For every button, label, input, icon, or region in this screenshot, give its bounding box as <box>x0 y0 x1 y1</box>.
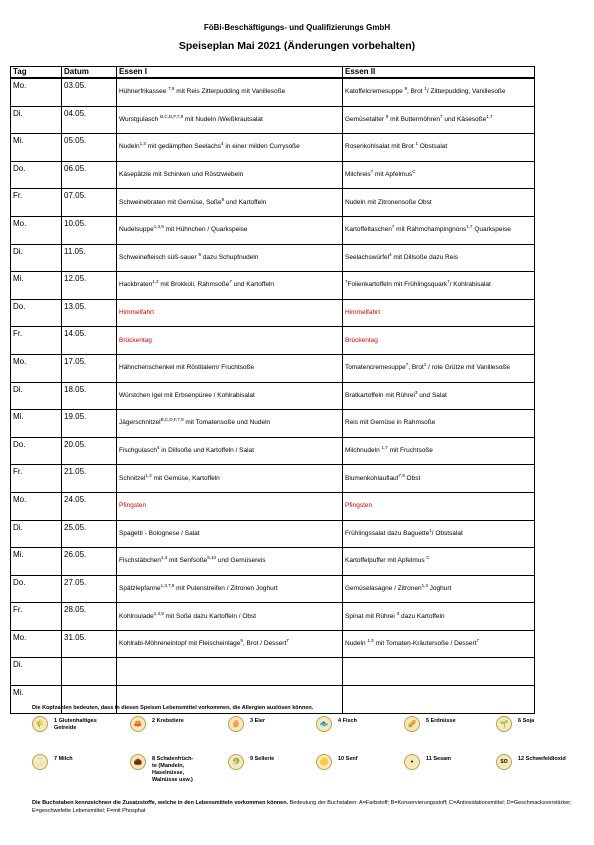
header-day: Tag <box>11 67 62 79</box>
day-cell: Di. <box>11 244 62 272</box>
allergen-item <box>228 716 265 732</box>
menu-1-cell <box>117 658 343 686</box>
date-cell: 31.05. <box>62 630 117 658</box>
allergen-label: 7 Milch <box>54 756 73 762</box>
day-cell: Di. <box>11 382 62 410</box>
date-cell: 17.05. <box>62 354 117 382</box>
table-row <box>11 575 535 603</box>
date-cell: 20.05. <box>62 437 117 465</box>
wheat-icon: 🌾 <box>32 716 48 732</box>
menu-2-cell: Nudeln $^{1,3}$ mit Tomaten-Kräutersoße / Dessert$^7$ <box>343 630 535 658</box>
menu-1-cell: Käsepätzle mit Schinken und Röstzwiebeln <box>117 161 343 189</box>
day-cell: Mi. <box>11 272 62 300</box>
day-cell: Mi. <box>11 686 62 714</box>
allergen-label: 5 Erdnüsse <box>426 718 456 724</box>
date-cell: 14.05. <box>62 327 117 355</box>
menu-1-cell: Spagetti - Bolognese / Salat <box>117 520 343 548</box>
table-row <box>11 354 535 382</box>
allergen-label: 8 Schalenfrüch- te (Mandeln, Haselnüsse, Walnüsse usw.) <box>152 756 194 784</box>
table-row <box>11 548 535 576</box>
menu-2-cell: Spinat mit Rührei $^3$ dazu Kartoffeln <box>343 603 535 631</box>
additives-footnote-bold: Die Buchstaben kennzeichnen die Zusatzstoffe, welche in den Lebensmitteln vorkommen können. <box>32 800 289 806</box>
menu-2-cell: Gemüsetalter $^9$ mit Buttermöhren$^7$ und Käsesoße$^{1,7}$ <box>343 106 535 134</box>
day-cell: Do. <box>11 437 62 465</box>
crab-icon: 🦀 <box>130 716 146 732</box>
menu-1-cell: Nudeln$^{1,3}$ mit gedämpften Seelachs$^4$ in einer milden Currysoße <box>117 134 343 162</box>
milk-icon: 🥛 <box>32 754 48 770</box>
table-row <box>11 78 535 106</box>
menu-2-cell: Himmelfahrt <box>343 299 535 327</box>
day-cell: Mo. <box>11 216 62 244</box>
menu-1-cell: Wurstgulasch $^{B,C,D,F,7,9}$ mit Nudeln /Weißkrautsalat <box>117 106 343 134</box>
menu-2-cell: Kartoffeltaschen$^7$ mit Rahmchampingnons$^{1,7}$ Quarkspeise <box>343 216 535 244</box>
additives-footnote <box>32 800 572 815</box>
table-row <box>11 244 535 272</box>
day-cell: Di. <box>11 520 62 548</box>
allergen-label: 4 Fisch <box>338 718 357 724</box>
date-cell: 03.05. <box>62 78 117 106</box>
menu-2-cell: $^7$Folienkartoffeln mit Frühlingsquark$^7$/ Kohlrabisalat <box>343 272 535 300</box>
table-row <box>11 327 535 355</box>
allergen-label: 2 Krebstiere <box>152 718 184 724</box>
menu-body <box>11 78 535 713</box>
table-row <box>11 216 535 244</box>
menu-1-cell: Hackbraten$^{1,3}$ mit Brokkoli, Rahmsoße$^7$ und Kartoffeln <box>117 272 343 300</box>
allergen-intro: Die Kopfzahlen bedeuten, dass in diesen Speisen Lebensmittel vorkommen, die Allergien auslösen können. <box>32 705 314 711</box>
table-row <box>11 134 535 162</box>
allergen-item <box>32 754 73 770</box>
menu-1-cell: Würstchen Igel mit Erbsenpüree / Kohlrabisalat <box>117 382 343 410</box>
allergen-item <box>496 716 534 732</box>
day-cell: Mo. <box>11 630 62 658</box>
table-row <box>11 161 535 189</box>
additives-footnote-text: Bedeutung der Buchstaben: A=Farbstoff; B=Konservierungsstoff; C=Antioxidationsmittel; D=Geschmacksverstärker; E=geschwefelte Lebensmittel; F=mit Phosphat <box>32 800 572 814</box>
company-name: FöBi-Beschäftigungs- und Qualifizierungs GmbH <box>203 23 391 32</box>
day-cell: Mi. <box>11 134 62 162</box>
allergen-label: 10 Senf <box>338 756 358 762</box>
menu-2-cell: Seelachswürfel$^4$ mit Dillsoße dazu Reis <box>343 244 535 272</box>
allergen-label: 12 Schwefeldioxid <box>518 756 566 762</box>
sesame-icon: • <box>404 754 420 770</box>
menu-1-cell: Fischstäbchen$^{1,4}$ mit Senfsoße$^{9,10}$ und Gemüsereis <box>117 548 343 576</box>
menu-1-cell: Kohlrabi-Möhreneintopf mit Fleischeinlage$^9$, Brot / Dessert$^7$ <box>117 630 343 658</box>
menu-2-cell: Rosenkohlsalat mit Brot $^1$ Obstsalat <box>343 134 535 162</box>
day-cell: Fr. <box>11 465 62 493</box>
table-row <box>11 382 535 410</box>
egg-icon: 🥚 <box>228 716 244 732</box>
allergen-item <box>404 716 456 732</box>
date-cell: 21.05. <box>62 465 117 493</box>
day-cell: Do. <box>11 161 62 189</box>
day-cell: Mo. <box>11 78 62 106</box>
table-row <box>11 189 535 217</box>
menu-1-cell: Schweinebraten mit Gemüse, Soße$^9$ und Kartoffeln <box>117 189 343 217</box>
allergen-label: 11 Sesam <box>426 756 452 762</box>
menu-2-cell: Frühlingssalat dazu Baguette$^1$/ Obstsalat <box>343 520 535 548</box>
day-cell: Di. <box>11 658 62 686</box>
date-cell: 11.05. <box>62 244 117 272</box>
day-cell: Do. <box>11 299 62 327</box>
day-cell: Do. <box>11 575 62 603</box>
menu-2-cell: Pfingsten <box>343 492 535 520</box>
menu-1-cell: Hühnerfrikassee $^{7,9}$ mit Reis Zitterpudding mit Vanillesoße <box>117 78 343 106</box>
day-cell: Mi. <box>11 548 62 576</box>
menu-1-cell: Schnitzel$^{1,3}$ mit Gemüse, Kartoffeln <box>117 465 343 493</box>
day-cell: Mo. <box>11 492 62 520</box>
date-cell: 07.05. <box>62 189 117 217</box>
date-cell: 13.05. <box>62 299 117 327</box>
table-row <box>11 410 535 438</box>
menu-1-cell: Schweinefleisch süß-sauer $^9$ dazu Schupfnudeln <box>117 244 343 272</box>
table-row <box>11 437 535 465</box>
menu-2-cell: Blumenkohlauflauf$^{7,9}$ Obst <box>343 465 535 493</box>
menu-1-cell: Nudelsuppe$^{1,3,9}$ mit Hühnchen / Quarkspeise <box>117 216 343 244</box>
table-header-row <box>11 67 535 79</box>
day-cell: Mo. <box>11 354 62 382</box>
table-row <box>11 106 535 134</box>
allergen-label: 6 Soja <box>518 718 535 724</box>
menu-2-cell <box>343 658 535 686</box>
menu-2-cell: Kartoffelpuffer mit Apfelmus $^C$ <box>343 548 535 576</box>
date-cell: 24.05. <box>62 492 117 520</box>
menu-2-cell: Milchreis$^7$ mit Apfelmus$^C$ <box>343 161 535 189</box>
soy-icon: 🌱 <box>496 716 512 732</box>
menu-1-cell: Jägerschnitzel$^{B,C,D,F,7,9}$ mit Tomatensoße und Nudeln <box>117 410 343 438</box>
menu-2-cell: Katoffelcremesuppe $^9$, Brot $^1$/ Zitterpudding, Vanillesoße <box>343 78 535 106</box>
table-row <box>11 658 535 686</box>
menu-1-cell: Brückentag <box>117 327 343 355</box>
menu-1-cell: Spätzlepfanne$^{1,3,7,9}$ mit Putenstreifen / Zitronen Joghurt <box>117 575 343 603</box>
table-row <box>11 272 535 300</box>
table-row <box>11 520 535 548</box>
date-cell: 06.05. <box>62 161 117 189</box>
day-cell: Fr. <box>11 603 62 631</box>
date-cell: 10.05. <box>62 216 117 244</box>
menu-2-cell: Milchnudeln $^{1,7}$ mit Fruchtsoße <box>343 437 535 465</box>
table-row <box>11 492 535 520</box>
menu-2-cell: Bratkartoffeln mit Rührei$^3$ und Salat <box>343 382 535 410</box>
menu-2-cell: Reis mit Gemüse in Rahmsoße <box>343 410 535 438</box>
day-cell: Fr. <box>11 189 62 217</box>
menu-1-cell: Fischgulasch$^4$ in Dillsoße und Kartoffeln / Salat <box>117 437 343 465</box>
allergen-label: 9 Sellerie <box>250 756 275 762</box>
table-row <box>11 465 535 493</box>
day-cell: Fr. <box>11 327 62 355</box>
table-row <box>11 603 535 631</box>
date-cell: 28.05. <box>62 603 117 631</box>
celery-icon: 🥬 <box>228 754 244 770</box>
date-cell: 27.05. <box>62 575 117 603</box>
page-title: Speiseplan Mai 2021 (Änderungen vorbehalten) <box>178 40 416 52</box>
menu-1-cell: Hähnchenschenkel mit Röstitalern/ Fruchtsoße <box>117 354 343 382</box>
menu-1-cell: Kohlroulade$^{1,3,9}$ mit Soße dazu Kartoffeln / Obst <box>117 603 343 631</box>
nut-icon: 🌰 <box>130 754 146 770</box>
header-menu-1: Essen I <box>117 67 343 79</box>
date-cell: 26.05. <box>62 548 117 576</box>
date-cell: 18.05. <box>62 382 117 410</box>
allergen-label: 3 Eier <box>250 718 265 724</box>
day-cell: Mi. <box>11 410 62 438</box>
allergen-item <box>496 754 566 770</box>
date-cell: 19.05. <box>62 410 117 438</box>
menu-table <box>10 66 535 714</box>
header-date: Datum <box>62 67 117 79</box>
menu-2-cell: Brückentag <box>343 327 535 355</box>
date-cell <box>62 658 117 686</box>
allergen-item <box>130 716 184 732</box>
menu-2-cell: Nudeln mit Zitronensoße Obst <box>343 189 535 217</box>
peanut-icon: 🥜 <box>404 716 420 732</box>
date-cell: 05.05. <box>62 134 117 162</box>
date-cell: 04.05. <box>62 106 117 134</box>
menu-2-cell: Gemüselasagne / Zitronen$^{1,3}$ Joghurt <box>343 575 535 603</box>
table-row <box>11 630 535 658</box>
allergen-item <box>130 754 193 785</box>
menu-1-cell: Pfingsten <box>117 492 343 520</box>
header-menu-2: Essen II <box>343 67 535 79</box>
menu-2-cell: Tomatencremesuppe$^7$, Brot$^1$ / rote Grütze mit Vanillesoße <box>343 354 535 382</box>
allergen-item <box>316 754 358 770</box>
sulfur-dioxide-icon: SO <box>496 754 512 770</box>
allergen-item <box>228 754 274 770</box>
menu-1-cell: Himmelfahrt <box>117 299 343 327</box>
allergen-item <box>404 754 451 770</box>
allergen-grid <box>32 716 592 790</box>
date-cell: 12.05. <box>62 272 117 300</box>
allergen-item <box>32 716 106 732</box>
table-row <box>11 299 535 327</box>
fish-icon: 🐟 <box>316 716 332 732</box>
allergen-item <box>316 716 357 732</box>
allergen-legend <box>32 705 592 790</box>
allergen-label: 1 Glutenhaltiges Getreide <box>54 718 97 732</box>
mustard-icon: 🟡 <box>316 754 332 770</box>
day-cell: Di. <box>11 106 62 134</box>
date-cell: 25.05. <box>62 520 117 548</box>
